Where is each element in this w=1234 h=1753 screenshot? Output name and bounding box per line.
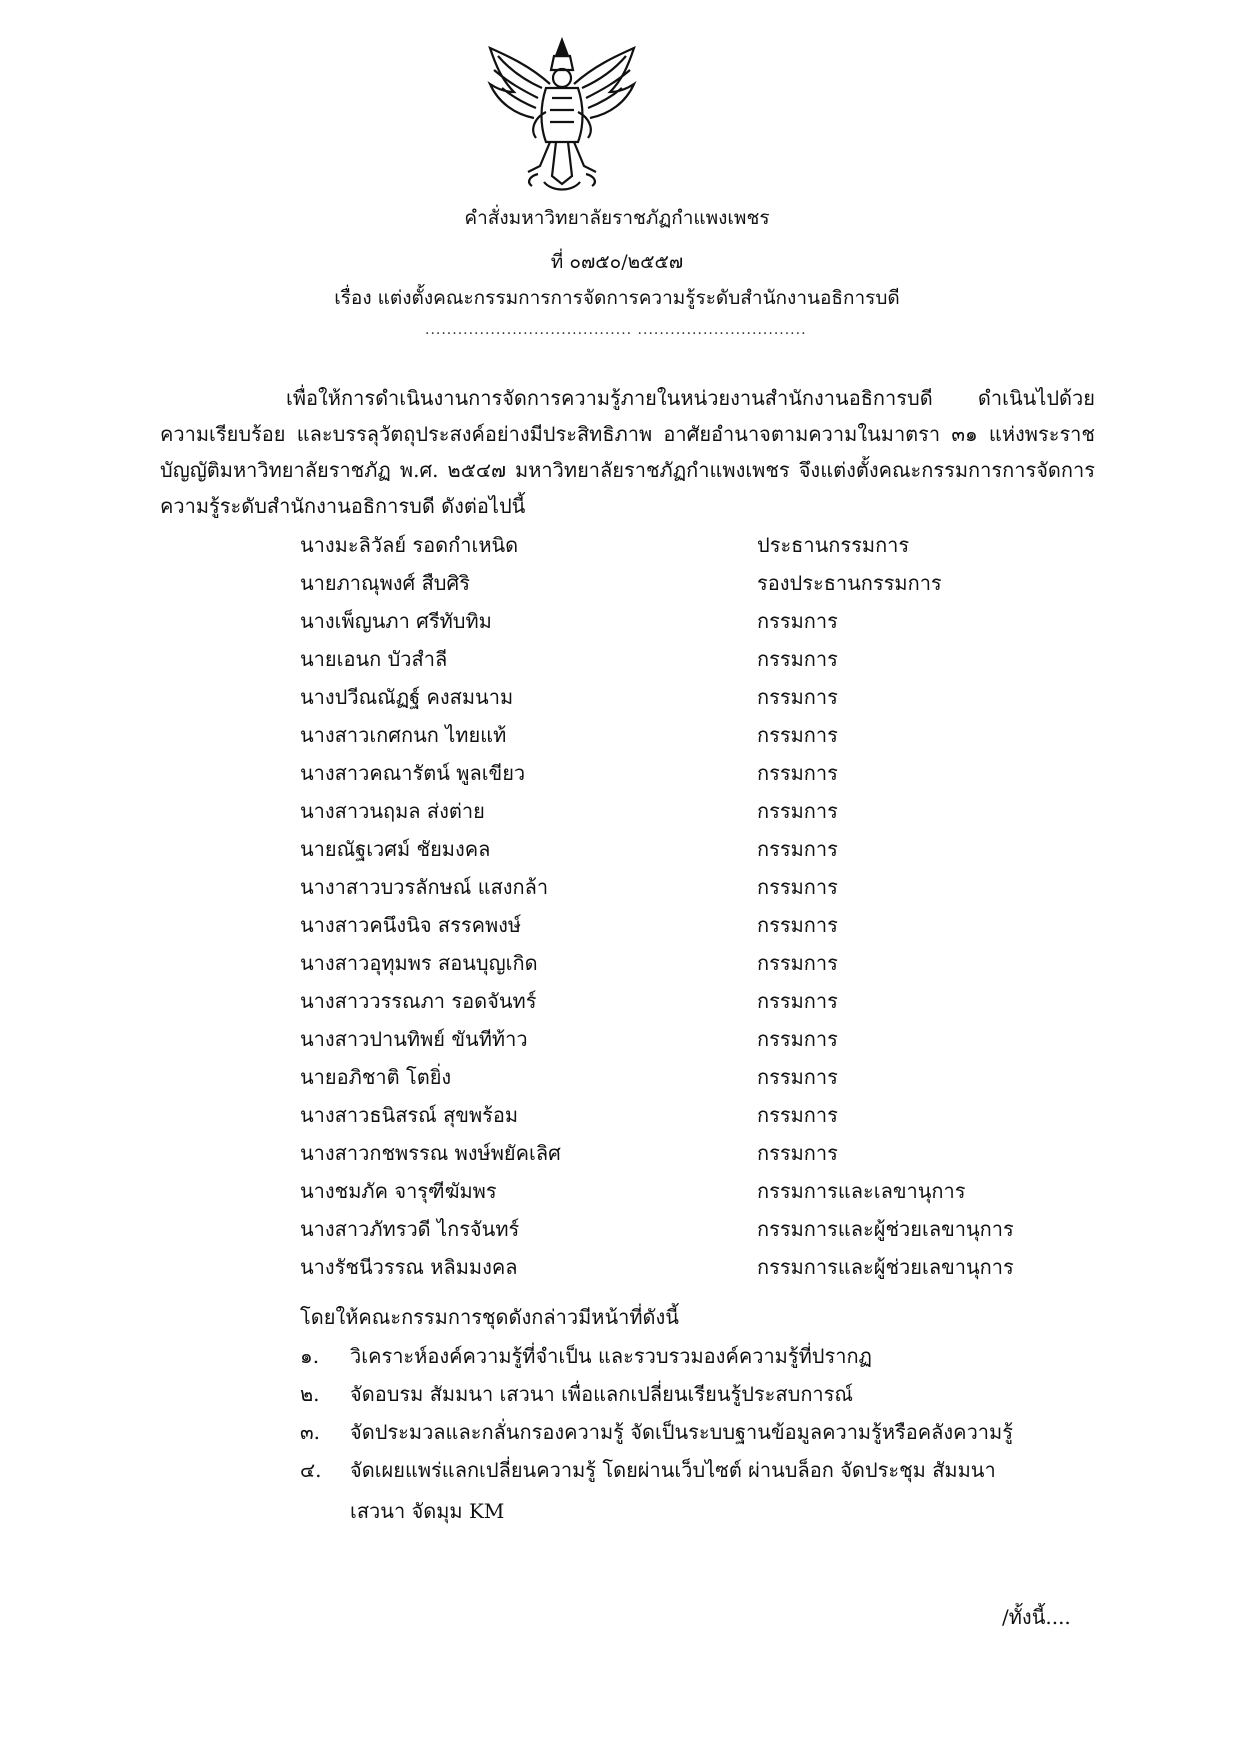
member-name: นางสาวเกศกนก ไทยแท้ xyxy=(300,723,507,747)
member-name: นางสาวอุทุมพร สอนบุญเกิด xyxy=(300,951,538,975)
member-role: กรรมการและผู้ช่วยเลขานุการ xyxy=(757,1255,1014,1279)
member-role: กรรมการ xyxy=(757,837,838,861)
member-role: กรรมการ xyxy=(757,913,838,937)
member-name: นายณัฐเวศม์ ชัยมงคล xyxy=(300,837,491,861)
member-row xyxy=(0,1251,1234,1289)
duties-intro: โดยให้คณะกรรมการชุดดังกล่าวมีหน้าที่ดังนี้ xyxy=(300,1305,679,1329)
member-row xyxy=(0,605,1234,643)
body-paragraph xyxy=(160,380,1095,524)
member-row xyxy=(0,1061,1234,1099)
member-row xyxy=(0,681,1234,719)
duty-text: วิเคราะห์องค์ความรู้ที่จำเป็น และรวบรวมองค์ความรู้ที่ปรากฏ xyxy=(350,1344,872,1368)
member-role: กรรมการ xyxy=(757,647,838,671)
member-name: นางสาววรรณภา รอดจันทร์ xyxy=(300,989,537,1013)
body-paragraph-text: เพื่อให้การดำเนินงานการจัดการความรู้ภายในหน่วยงานสำนักงานอธิการบดี ดำเนินไปด้วยความเรียบร้อย และบรรลุวัตถุประสงค์อย่างมีประสิทธิภาพ อาศัยอำนาจตามความในมาตรา ๓๑ แห่งพระราชบัญญัติมหาวิทยาลัยราชภัฏ พ.ศ. ๒๕๔๗ มหาวิทยาลัยราชภัฏกำแพงเพชร จึงแต่งตั้งคณะกรรมการการจัดการความรู้ระดับสำนักงานอธิการบดี ดังต่อไปนี้ xyxy=(160,386,1095,518)
member-name: นางสาวธนิสรณ์ สุขพร้อม xyxy=(300,1103,519,1127)
member-role: กรรมการ xyxy=(757,1141,838,1165)
order-number: ที่ ๐๗๕๐/๒๕๕๗ xyxy=(550,251,684,273)
member-row xyxy=(0,909,1234,947)
member-role: กรรมการ xyxy=(757,685,838,709)
duty-number: ๓. xyxy=(300,1420,321,1444)
member-name: นายภาณุพงศ์ สืบศิริ xyxy=(300,571,470,595)
member-row xyxy=(0,529,1234,567)
member-row xyxy=(0,1213,1234,1251)
member-row xyxy=(0,985,1234,1023)
member-role: กรรมการ xyxy=(757,609,838,633)
member-row xyxy=(0,1099,1234,1137)
member-role: กรรมการ xyxy=(757,989,838,1013)
member-name: นายเอนก บัวสำลี xyxy=(300,647,448,671)
member-name: นางสาวคนึงนิจ สรรคพงษ์ xyxy=(300,913,522,937)
order-title: คำสั่งมหาวิทยาลัยราชภัฏกำแพงเพชร xyxy=(464,207,770,229)
duty-text: จัดอบรม สัมมนา เสวนา เพื่อแลกเปลี่ยนเรียนรู้ประสบการณ์ xyxy=(350,1382,853,1406)
member-row xyxy=(0,795,1234,833)
member-row xyxy=(0,1137,1234,1175)
member-name: นางาสาวบวรลักษณ์ แสงกล้า xyxy=(300,875,549,899)
member-role: ประธานกรรมการ xyxy=(757,533,910,557)
duty-continuation: เสวนา จัดมุม KM xyxy=(350,1499,505,1523)
member-name: นางเพ็ญนภา ศรีทับทิม xyxy=(300,609,492,633)
member-row xyxy=(0,1023,1234,1061)
member-row xyxy=(0,833,1234,871)
member-name: นางสาวนฤมล ส่งต่าย xyxy=(300,799,485,823)
duty-number: ๒. xyxy=(300,1382,320,1406)
member-name: นางสาวปานทิพย์ ขันทีท้าว xyxy=(300,1027,528,1051)
member-role: กรรมการ xyxy=(757,799,838,823)
member-row xyxy=(0,757,1234,795)
member-name: นางสาวกชพรรณ พงษ์พยัคเลิศ xyxy=(300,1141,561,1165)
member-name: นางชมภัค จารุฑีฆัมพร xyxy=(300,1179,497,1203)
member-role: กรรมการ xyxy=(757,1065,838,1089)
member-role: กรรมการ xyxy=(757,951,838,975)
member-row xyxy=(0,1175,1234,1213)
member-row xyxy=(0,567,1234,605)
member-name: นางสาวภัทรวดี ไกรจันทร์ xyxy=(300,1217,520,1241)
member-role: กรรมการ xyxy=(757,723,838,747)
member-role: กรรมการและเลขานุการ xyxy=(757,1179,966,1203)
garuda-emblem-icon xyxy=(480,26,644,196)
member-row xyxy=(0,947,1234,985)
member-name: นายอภิชาติ โตยิ่ง xyxy=(300,1065,452,1089)
member-role: กรรมการ xyxy=(757,761,838,785)
order-subject: เรื่อง แต่งตั้งคณะกรรมการการจัดการความรู้ระดับสำนักงานอธิการบดี xyxy=(334,287,900,309)
member-role: กรรมการ xyxy=(757,1103,838,1127)
member-role: รองประธานกรรมการ xyxy=(757,571,942,595)
member-row xyxy=(0,719,1234,757)
member-role: กรรมการ xyxy=(757,1027,838,1051)
duty-number: ๑. xyxy=(300,1344,320,1368)
separator-line: ...................................... ............................... xyxy=(425,322,807,338)
member-name: นางมะลิวัลย์ รอดกำเหนิด xyxy=(300,533,519,557)
member-name: นางปวีณณัฏฐ์ คงสมนาม xyxy=(300,685,514,709)
member-role: กรรมการ xyxy=(757,875,838,899)
member-name: นางสาวคณารัตน์ พูลเขียว xyxy=(300,761,526,785)
member-role: กรรมการและผู้ช่วยเลขานุการ xyxy=(757,1217,1014,1241)
next-page-marker: /ทั้งนี้.... xyxy=(1002,1605,1071,1629)
duty-text: จัดเผยแพร่แลกเปลี่ยนความรู้ โดยผ่านเว็บไซต์ ผ่านบล็อก จัดประชุม สัมมนา xyxy=(350,1458,996,1482)
member-row xyxy=(0,643,1234,681)
member-row xyxy=(0,871,1234,909)
duty-text: จัดประมวลและกลั่นกรองความรู้ จัดเป็นระบบฐานข้อมูลความรู้หรือคลังความรู้ xyxy=(350,1420,1013,1444)
duty-number: ๔. xyxy=(300,1458,322,1482)
member-name: นางรัชนีวรรณ หลิมมงคล xyxy=(300,1255,518,1279)
